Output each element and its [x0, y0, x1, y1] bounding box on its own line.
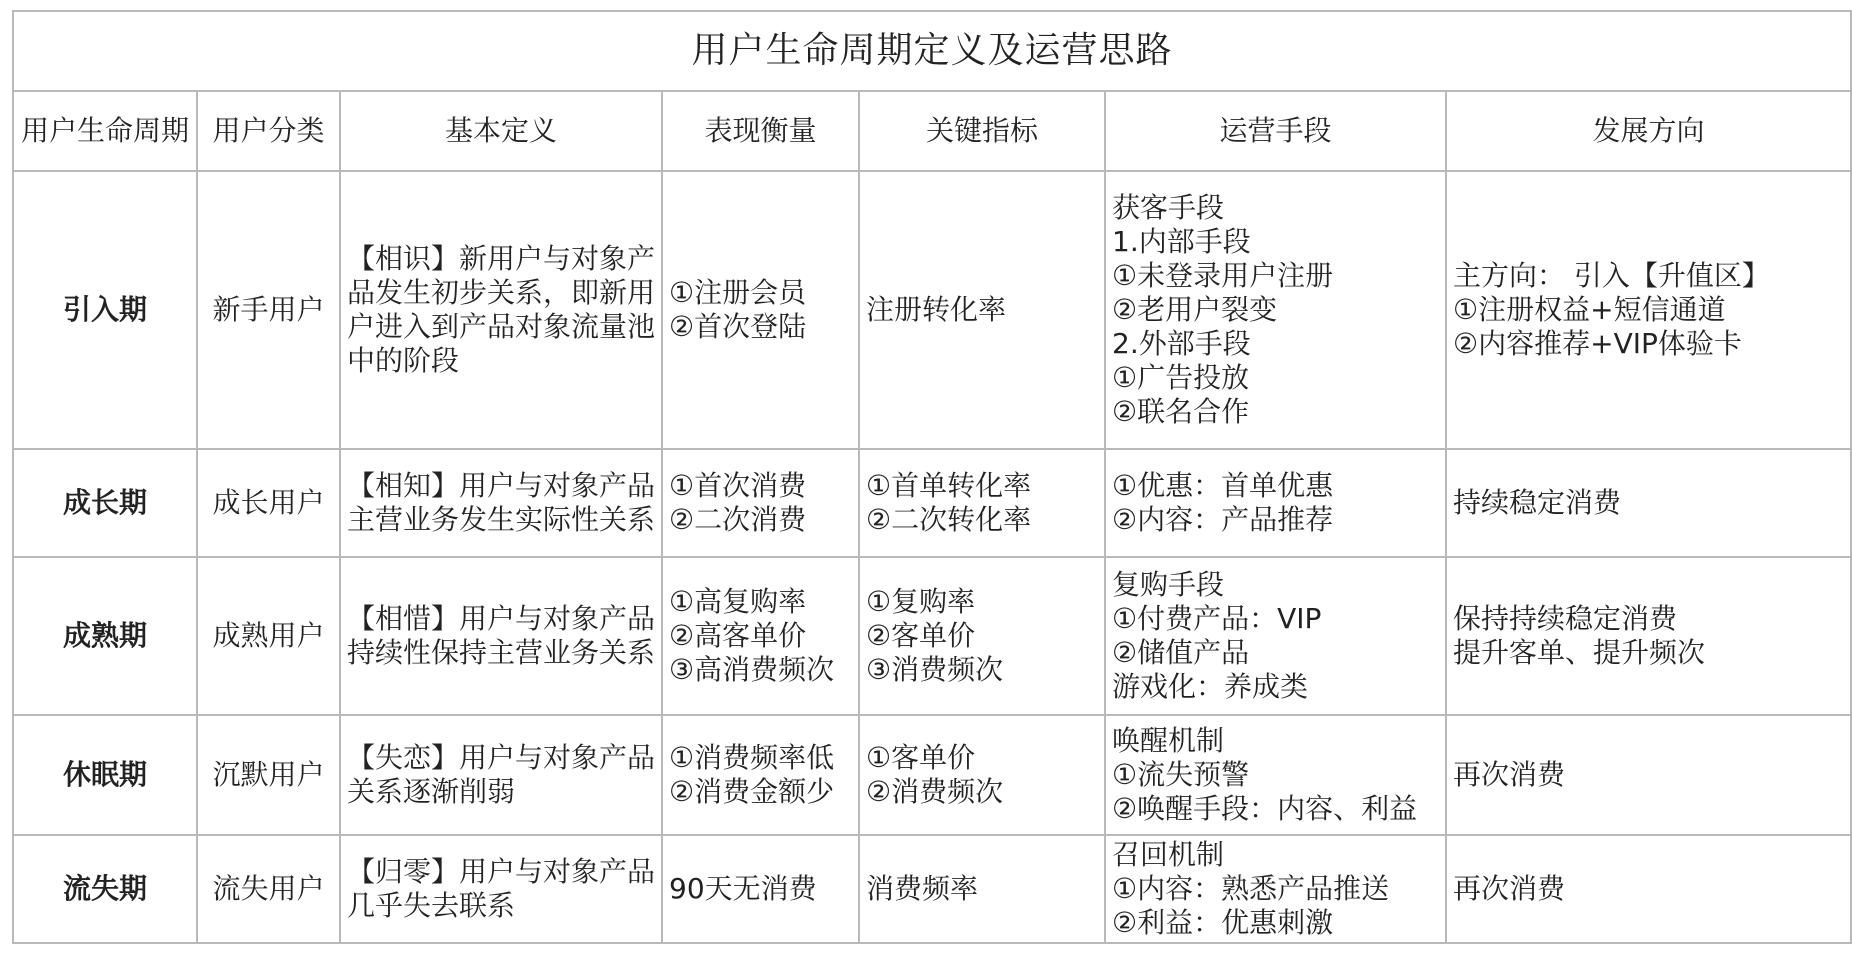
stage-cell: 成长期 — [13, 449, 197, 557]
stage-cell: 流失期 — [13, 835, 197, 943]
measure-cell: ①注册会员 ②首次登陆 — [662, 171, 859, 449]
measure-cell: ①高复购率 ②高客单价 ③高消费频次 — [662, 557, 859, 715]
header-operation: 运营手段 — [1105, 91, 1446, 171]
table-title: 用户生命周期定义及运营思路 — [13, 11, 1851, 91]
direction-cell: 再次消费 — [1446, 835, 1851, 943]
definition-cell: 【相惜】用户与对象产品持续性保持主营业务关系 — [340, 557, 662, 715]
direction-cell: 保持持续稳定消费 提升客单、提升频次 — [1446, 557, 1851, 715]
table-row — [13, 449, 1851, 557]
title-row — [13, 11, 1851, 91]
category-cell: 新手用户 — [197, 171, 340, 449]
operation-cell: 复购手段 ①付费产品：VIP ②储值产品 游戏化：养成类 — [1105, 557, 1446, 715]
definition-cell: 【相知】用户与对象产品主营业务发生实际性关系 — [340, 449, 662, 557]
metric-cell: ①首单转化率 ②二次转化率 — [859, 449, 1105, 557]
header-measure: 表现衡量 — [662, 91, 859, 171]
direction-cell: 再次消费 — [1446, 715, 1851, 835]
lifecycle-table — [12, 10, 1852, 944]
metric-cell: 消费频率 — [859, 835, 1105, 943]
category-cell: 成长用户 — [197, 449, 340, 557]
stage-cell: 成熟期 — [13, 557, 197, 715]
operation-cell: ①优惠：首单优惠 ②内容：产品推荐 — [1105, 449, 1446, 557]
table-row — [13, 557, 1851, 715]
header-row — [13, 91, 1851, 171]
metric-cell: ①客单价 ②消费频次 — [859, 715, 1105, 835]
measure-cell: ①消费频率低 ②消费金额少 — [662, 715, 859, 835]
stage-cell: 休眠期 — [13, 715, 197, 835]
category-cell: 流失用户 — [197, 835, 340, 943]
table-row — [13, 835, 1851, 943]
direction-cell: 持续稳定消费 — [1446, 449, 1851, 557]
category-cell: 成熟用户 — [197, 557, 340, 715]
direction-cell: 主方向： 引入【升值区】 ①注册权益+短信通道 ②内容推荐+VIP体验卡 — [1446, 171, 1851, 449]
measure-cell: 90天无消费 — [662, 835, 859, 943]
table-row — [13, 171, 1851, 449]
header-lifecycle: 用户生命周期 — [13, 91, 197, 171]
metric-cell: 注册转化率 — [859, 171, 1105, 449]
header-direction: 发展方向 — [1446, 91, 1851, 171]
category-cell: 沉默用户 — [197, 715, 340, 835]
operation-cell: 召回机制 ①内容：熟悉产品推送 ②利益：优惠刺激 — [1105, 835, 1446, 943]
definition-cell: 【归零】用户与对象产品几乎失去联系 — [340, 835, 662, 943]
header-metric: 关键指标 — [859, 91, 1105, 171]
measure-cell: ①首次消费 ②二次消费 — [662, 449, 859, 557]
table-row — [13, 715, 1851, 835]
header-category: 用户分类 — [197, 91, 340, 171]
operation-cell: 获客手段 1.内部手段 ①未登录用户注册 ②老用户裂变 2.外部手段 ①广告投放 ②联名合作 — [1105, 171, 1446, 449]
header-definition: 基本定义 — [340, 91, 662, 171]
stage-cell: 引入期 — [13, 171, 197, 449]
operation-cell: 唤醒机制 ①流失预警 ②唤醒手段：内容、利益 — [1105, 715, 1446, 835]
definition-cell: 【失恋】用户与对象产品关系逐渐削弱 — [340, 715, 662, 835]
metric-cell: ①复购率 ②客单价 ③消费频次 — [859, 557, 1105, 715]
definition-cell: 【相识】新用户与对象产品发生初步关系，即新用户进入到产品对象流量池中的阶段 — [340, 171, 662, 449]
